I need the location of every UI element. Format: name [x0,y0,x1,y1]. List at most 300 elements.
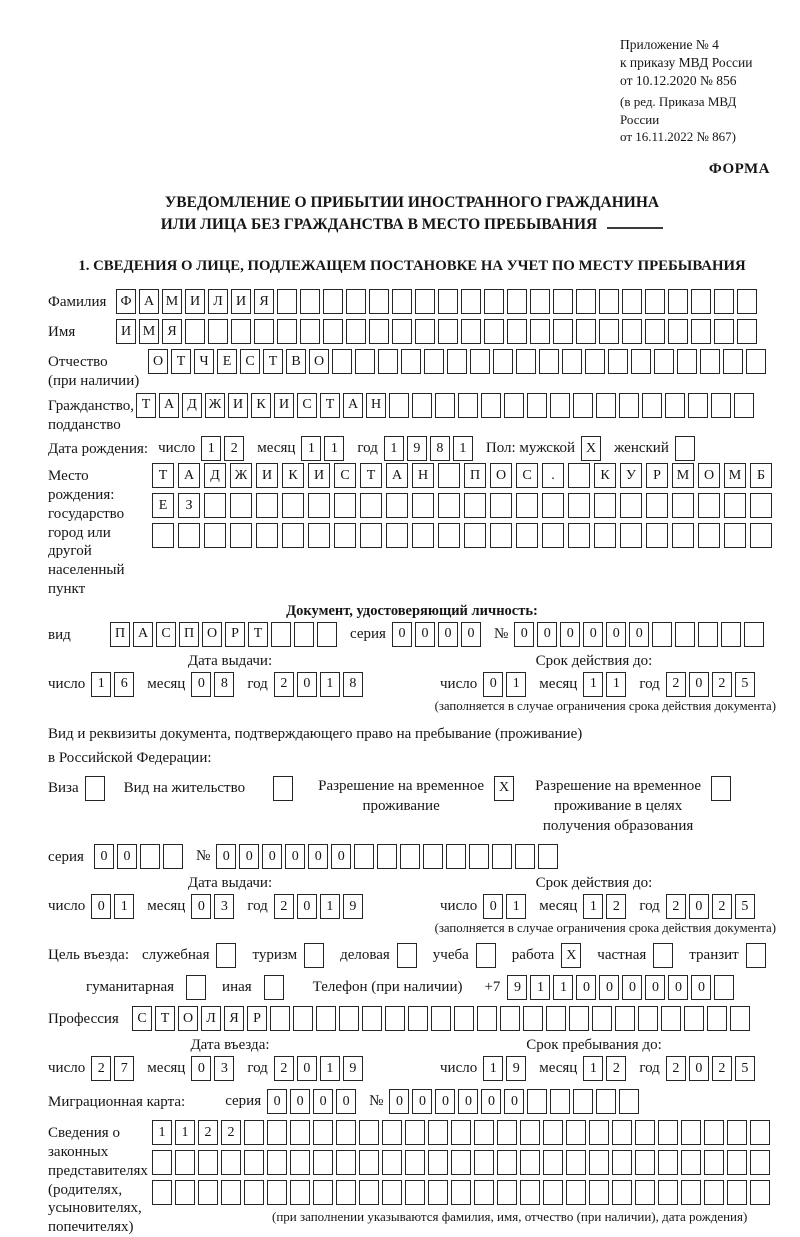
char-cell[interactable]: О [490,463,512,488]
char-cell[interactable] [359,1180,379,1205]
char-cell[interactable] [359,1150,379,1175]
char-cell[interactable] [744,622,764,647]
char-cell[interactable] [336,1180,356,1205]
char-cell[interactable] [204,523,226,548]
char-cell[interactable] [594,523,616,548]
char-cell[interactable] [290,1120,310,1145]
char-cell[interactable]: 0 [645,975,665,1000]
id-doc-kind-input[interactable] [110,622,340,647]
char-cell[interactable] [608,349,628,374]
char-cell[interactable]: О [178,1006,198,1031]
char-cell[interactable]: 2 [91,1056,111,1081]
char-cell[interactable] [231,319,251,344]
char-cell[interactable] [646,493,668,518]
char-cell[interactable] [469,844,489,869]
char-cell[interactable]: И [256,463,278,488]
char-cell[interactable]: 5 [735,672,755,697]
char-cell[interactable]: 1 [320,1056,340,1081]
char-cell[interactable] [186,975,206,1000]
char-cell[interactable] [424,349,444,374]
char-cell[interactable] [645,289,665,314]
char-cell[interactable]: 0 [576,975,596,1000]
char-cell[interactable] [163,844,183,869]
char-cell[interactable] [400,844,420,869]
char-cell[interactable] [750,1120,770,1145]
char-cell[interactable] [85,776,105,801]
char-cell[interactable] [185,319,205,344]
char-cell[interactable]: 1 [483,1056,503,1081]
char-cell[interactable] [152,523,174,548]
char-cell[interactable] [438,463,460,488]
char-cell[interactable] [746,349,766,374]
char-cell[interactable] [336,1120,356,1145]
char-cell[interactable] [264,975,284,1000]
char-cell[interactable]: И [231,289,251,314]
char-cell[interactable] [543,1180,563,1205]
char-cell[interactable] [714,975,734,1000]
stay-doc-valid-day[interactable] [483,894,529,919]
char-cell[interactable]: И [228,393,248,418]
char-cell[interactable] [569,1006,589,1031]
char-cell[interactable]: 0 [438,622,458,647]
char-cell[interactable] [140,844,160,869]
char-cell[interactable]: 1 [606,672,626,697]
char-cell[interactable] [638,1006,658,1031]
char-cell[interactable] [382,1150,402,1175]
char-cell[interactable] [446,844,466,869]
char-cell[interactable]: 0 [412,1089,432,1114]
char-cell[interactable]: 0 [483,894,503,919]
char-cell[interactable]: А [386,463,408,488]
char-cell[interactable]: 0 [481,1089,501,1114]
char-cell[interactable]: X [561,943,581,968]
char-cell[interactable]: 0 [415,622,435,647]
purpose-other-checkbox[interactable] [264,975,287,1000]
stay-doc-valid-year[interactable] [666,894,758,919]
char-cell[interactable] [727,1150,747,1175]
char-cell[interactable] [412,493,434,518]
char-cell[interactable] [727,1180,747,1205]
char-cell[interactable]: 9 [343,1056,363,1081]
char-cell[interactable] [346,319,366,344]
char-cell[interactable] [594,493,616,518]
char-cell[interactable] [750,493,772,518]
char-cell[interactable]: А [178,463,200,488]
char-cell[interactable] [447,349,467,374]
char-cell[interactable] [271,622,291,647]
char-cell[interactable] [435,393,455,418]
char-cell[interactable] [355,349,375,374]
char-cell[interactable]: 1 [583,672,603,697]
migration-card-series-input[interactable] [267,1089,359,1114]
char-cell[interactable]: 0 [622,975,642,1000]
char-cell[interactable] [507,319,527,344]
char-cell[interactable] [631,349,651,374]
char-cell[interactable] [317,622,337,647]
char-cell[interactable] [576,289,596,314]
char-cell[interactable] [653,943,673,968]
stay-until-year[interactable] [666,1056,758,1081]
char-cell[interactable] [714,319,734,344]
id-doc-issue-day[interactable] [91,672,137,697]
char-cell[interactable] [665,393,685,418]
purpose-business-checkbox[interactable] [397,943,420,968]
char-cell[interactable] [270,1006,290,1031]
visa-checkbox[interactable] [85,776,108,801]
birth-place-input-row1[interactable] [152,463,776,488]
char-cell[interactable] [566,1120,586,1145]
char-cell[interactable]: 0 [117,844,137,869]
char-cell[interactable] [620,493,642,518]
char-cell[interactable] [520,1180,540,1205]
char-cell[interactable]: 2 [606,894,626,919]
migration-card-number-input[interactable] [389,1089,642,1114]
char-cell[interactable]: Т [320,393,340,418]
char-cell[interactable] [256,523,278,548]
char-cell[interactable]: 1 [583,894,603,919]
char-cell[interactable] [542,493,564,518]
char-cell[interactable]: 1 [530,975,550,1000]
char-cell[interactable] [290,1180,310,1205]
char-cell[interactable] [464,493,486,518]
char-cell[interactable] [221,1150,241,1175]
char-cell[interactable] [737,319,757,344]
char-cell[interactable] [620,523,642,548]
char-cell[interactable] [323,289,343,314]
char-cell[interactable] [412,523,434,548]
char-cell[interactable] [389,393,409,418]
char-cell[interactable]: 1 [320,672,340,697]
char-cell[interactable] [553,319,573,344]
char-cell[interactable]: Н [366,393,386,418]
birth-place-input-row2[interactable] [152,493,776,518]
char-cell[interactable]: X [581,436,601,461]
id-doc-issue-month[interactable] [191,672,237,697]
char-cell[interactable] [721,622,741,647]
char-cell[interactable]: 0 [285,844,305,869]
char-cell[interactable] [178,523,200,548]
char-cell[interactable]: В [286,349,306,374]
stay-doc-valid-month[interactable] [583,894,629,919]
char-cell[interactable] [497,1120,517,1145]
char-cell[interactable]: М [139,319,159,344]
char-cell[interactable]: 0 [191,894,211,919]
char-cell[interactable] [484,289,504,314]
char-cell[interactable] [516,349,536,374]
char-cell[interactable] [290,1150,310,1175]
char-cell[interactable] [221,1180,241,1205]
char-cell[interactable]: 2 [712,894,732,919]
char-cell[interactable] [596,393,616,418]
char-cell[interactable]: 1 [91,672,111,697]
char-cell[interactable] [542,523,564,548]
char-cell[interactable] [346,289,366,314]
char-cell[interactable] [573,393,593,418]
char-cell[interactable]: 0 [599,975,619,1000]
char-cell[interactable]: 0 [94,844,114,869]
char-cell[interactable] [645,319,665,344]
char-cell[interactable] [668,319,688,344]
char-cell[interactable] [698,622,718,647]
patronymic-input[interactable] [148,349,769,374]
char-cell[interactable]: 1 [553,975,573,1000]
char-cell[interactable]: 0 [297,1056,317,1081]
char-cell[interactable] [308,523,330,548]
char-cell[interactable]: 0 [267,1089,287,1114]
char-cell[interactable] [267,1150,287,1175]
char-cell[interactable]: 2 [712,1056,732,1081]
char-cell[interactable] [175,1150,195,1175]
char-cell[interactable]: А [133,622,153,647]
char-cell[interactable]: 2 [666,672,686,697]
stay-until-month[interactable] [583,1056,629,1081]
char-cell[interactable] [230,493,252,518]
char-cell[interactable] [688,393,708,418]
char-cell[interactable] [175,1180,195,1205]
char-cell[interactable] [704,1150,724,1175]
char-cell[interactable] [451,1120,471,1145]
rvp-education-checkbox[interactable] [711,776,734,801]
char-cell[interactable]: 0 [290,1089,310,1114]
char-cell[interactable] [658,1180,678,1205]
char-cell[interactable] [369,319,389,344]
char-cell[interactable] [216,943,236,968]
char-cell[interactable] [691,289,711,314]
char-cell[interactable]: 0 [239,844,259,869]
char-cell[interactable] [313,1150,333,1175]
char-cell[interactable] [273,776,293,801]
char-cell[interactable]: Т [360,463,382,488]
char-cell[interactable] [507,289,527,314]
char-cell[interactable] [267,1120,287,1145]
char-cell[interactable]: 1 [201,436,221,461]
char-cell[interactable]: Я [162,319,182,344]
char-cell[interactable] [484,319,504,344]
char-cell[interactable] [293,1006,313,1031]
purpose-transit-checkbox[interactable] [746,943,769,968]
char-cell[interactable] [568,493,590,518]
birth-day-input[interactable] [201,436,247,461]
char-cell[interactable] [300,289,320,314]
char-cell[interactable]: 9 [507,975,527,1000]
char-cell[interactable] [750,523,772,548]
char-cell[interactable] [562,349,582,374]
char-cell[interactable] [497,1150,517,1175]
char-cell[interactable] [698,523,720,548]
char-cell[interactable] [454,1006,474,1031]
char-cell[interactable] [523,1006,543,1031]
char-cell[interactable] [622,289,642,314]
char-cell[interactable]: 0 [461,622,481,647]
char-cell[interactable] [635,1150,655,1175]
char-cell[interactable] [438,523,460,548]
purpose-study-checkbox[interactable] [476,943,499,968]
char-cell[interactable] [377,844,397,869]
id-doc-issue-year[interactable] [274,672,366,697]
char-cell[interactable]: Ч [194,349,214,374]
char-cell[interactable] [339,1006,359,1031]
char-cell[interactable] [277,289,297,314]
char-cell[interactable] [204,493,226,518]
char-cell[interactable]: . [542,463,564,488]
char-cell[interactable] [408,1006,428,1031]
char-cell[interactable] [470,349,490,374]
char-cell[interactable]: 1 [506,894,526,919]
char-cell[interactable] [198,1150,218,1175]
char-cell[interactable] [304,943,324,968]
char-cell[interactable]: П [179,622,199,647]
char-cell[interactable]: 1 [583,1056,603,1081]
char-cell[interactable]: М [724,463,746,488]
char-cell[interactable] [589,1150,609,1175]
char-cell[interactable] [451,1150,471,1175]
char-cell[interactable]: 0 [191,672,211,697]
char-cell[interactable] [707,1006,727,1031]
char-cell[interactable] [711,776,731,801]
char-cell[interactable] [723,349,743,374]
char-cell[interactable]: Т [136,393,156,418]
char-cell[interactable] [515,844,535,869]
char-cell[interactable]: Р [225,622,245,647]
char-cell[interactable] [397,943,417,968]
char-cell[interactable] [476,943,496,968]
char-cell[interactable]: С [132,1006,152,1031]
char-cell[interactable] [550,1089,570,1114]
char-cell[interactable]: 7 [114,1056,134,1081]
char-cell[interactable] [405,1180,425,1205]
char-cell[interactable] [490,523,512,548]
char-cell[interactable]: 3 [214,894,234,919]
char-cell[interactable] [308,493,330,518]
char-cell[interactable] [585,349,605,374]
char-cell[interactable] [698,493,720,518]
char-cell[interactable] [589,1180,609,1205]
char-cell[interactable]: 1 [324,436,344,461]
char-cell[interactable] [386,493,408,518]
char-cell[interactable] [360,493,382,518]
stay-until-day[interactable] [483,1056,529,1081]
char-cell[interactable]: И [185,289,205,314]
char-cell[interactable] [734,393,754,418]
char-cell[interactable] [672,493,694,518]
name-input[interactable] [116,319,760,344]
char-cell[interactable] [672,523,694,548]
stay-doc-issue-year[interactable] [274,894,366,919]
char-cell[interactable]: 2 [274,894,294,919]
char-cell[interactable] [412,393,432,418]
char-cell[interactable] [646,523,668,548]
char-cell[interactable] [527,393,547,418]
char-cell[interactable] [300,319,320,344]
purpose-private-checkbox[interactable] [653,943,676,968]
char-cell[interactable]: У [620,463,642,488]
char-cell[interactable] [635,1180,655,1205]
id-doc-valid-month[interactable] [583,672,629,697]
char-cell[interactable]: Ж [205,393,225,418]
char-cell[interactable] [504,393,524,418]
char-cell[interactable]: 2 [224,436,244,461]
char-cell[interactable]: 0 [689,1056,709,1081]
char-cell[interactable]: Т [155,1006,175,1031]
char-cell[interactable] [451,1180,471,1205]
char-cell[interactable] [313,1180,333,1205]
char-cell[interactable]: 2 [606,1056,626,1081]
char-cell[interactable]: Н [412,463,434,488]
char-cell[interactable]: 2 [666,1056,686,1081]
char-cell[interactable]: 0 [537,622,557,647]
char-cell[interactable] [244,1150,264,1175]
char-cell[interactable] [550,393,570,418]
char-cell[interactable]: С [334,463,356,488]
residence-permit-checkbox[interactable] [273,776,296,801]
char-cell[interactable] [730,1006,750,1031]
char-cell[interactable] [492,844,512,869]
char-cell[interactable] [538,844,558,869]
char-cell[interactable]: 0 [560,622,580,647]
id-doc-series-input[interactable] [392,622,484,647]
char-cell[interactable] [553,289,573,314]
char-cell[interactable] [438,319,458,344]
char-cell[interactable]: 0 [191,1056,211,1081]
char-cell[interactable] [316,1006,336,1031]
citizenship-input[interactable] [136,393,757,418]
char-cell[interactable] [658,1120,678,1145]
purpose-humanitarian-checkbox[interactable] [186,975,209,1000]
char-cell[interactable]: 9 [407,436,427,461]
char-cell[interactable]: 0 [331,844,351,869]
char-cell[interactable] [461,289,481,314]
char-cell[interactable] [244,1120,264,1145]
char-cell[interactable]: 0 [262,844,282,869]
char-cell[interactable] [566,1180,586,1205]
char-cell[interactable]: Е [217,349,237,374]
char-cell[interactable]: 0 [91,894,111,919]
char-cell[interactable]: 0 [313,1089,333,1114]
char-cell[interactable] [267,1180,287,1205]
surname-input[interactable] [116,289,760,314]
char-cell[interactable]: 0 [389,1089,409,1114]
char-cell[interactable] [592,1006,612,1031]
char-cell[interactable] [378,349,398,374]
char-cell[interactable] [401,349,421,374]
char-cell[interactable] [704,1180,724,1205]
char-cell[interactable]: Я [254,289,274,314]
char-cell[interactable]: 1 [114,894,134,919]
char-cell[interactable]: З [178,493,200,518]
char-cell[interactable] [668,289,688,314]
char-cell[interactable]: А [343,393,363,418]
stay-doc-series-input[interactable] [94,844,186,869]
char-cell[interactable]: О [698,463,720,488]
birth-month-input[interactable] [301,436,347,461]
char-cell[interactable]: 0 [435,1089,455,1114]
char-cell[interactable] [405,1150,425,1175]
char-cell[interactable] [230,523,252,548]
char-cell[interactable]: 9 [506,1056,526,1081]
char-cell[interactable] [684,1006,704,1031]
char-cell[interactable] [724,493,746,518]
char-cell[interactable]: 1 [301,436,321,461]
char-cell[interactable]: Ф [116,289,136,314]
char-cell[interactable]: 2 [666,894,686,919]
char-cell[interactable] [737,289,757,314]
purpose-official-checkbox[interactable] [216,943,239,968]
char-cell[interactable] [573,1089,593,1114]
char-cell[interactable] [520,1150,540,1175]
char-cell[interactable]: 0 [689,894,709,919]
profession-input[interactable] [132,1006,753,1031]
char-cell[interactable] [359,1120,379,1145]
